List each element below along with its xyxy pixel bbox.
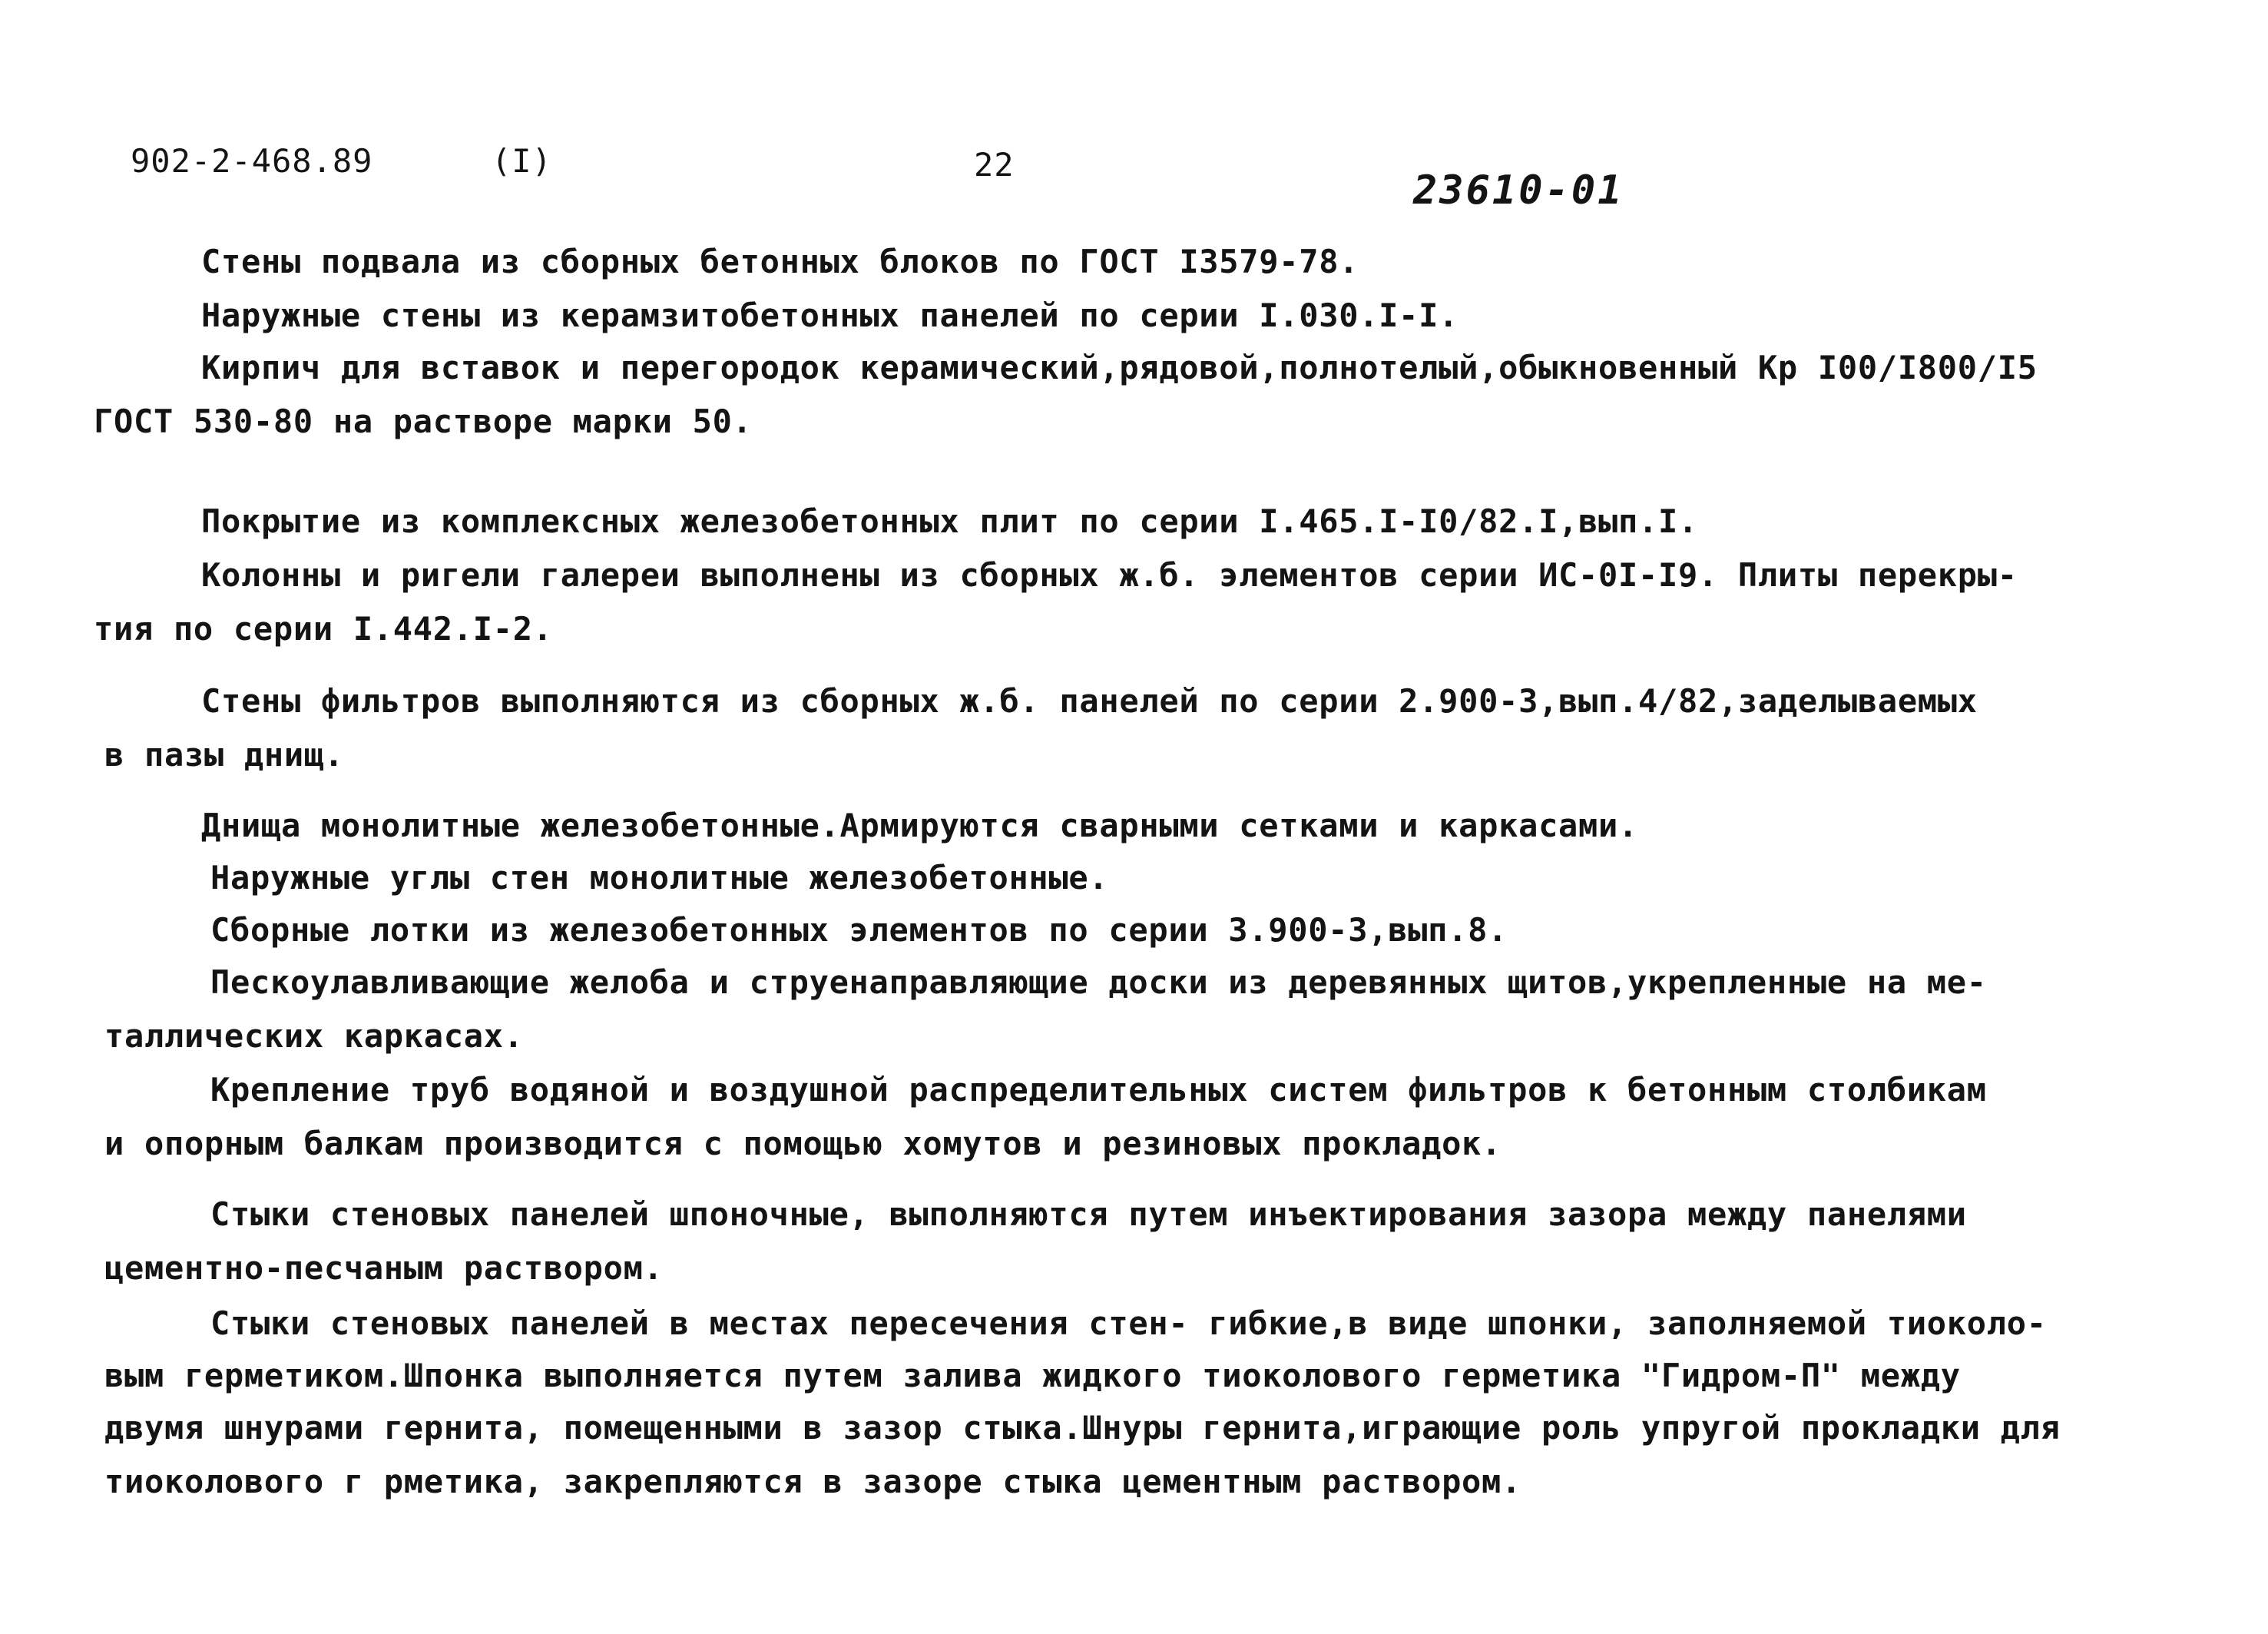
- text-line: Колонны и ригели галереи выполнены из сборных ж.б. элементов серии ИС-0I-I9. Плиты перекры-: [201, 556, 2018, 594]
- document-code: 902-2-468.89: [131, 142, 373, 180]
- text-line: Крепление труб водяной и воздушной распределительных систем фильтров к бетонным столбикам: [210, 1071, 1987, 1109]
- text-line: Кирпич для вставок и перегородок керамический,рядовой,полнотелый,обыкновенный Кр I00/I800/I5: [201, 349, 2038, 386]
- text-line: Пескоулавливающие желоба и струенаправляющие доски из деревянных щитов,укрепленные на ме-: [210, 963, 1987, 1001]
- inventory-stamp: 23610-01: [1413, 167, 1624, 214]
- text-line: тия по серии I.442.I-2.: [94, 610, 553, 648]
- text-line: Стены фильтров выполняются из сборных ж.б. панелей по серии 2.900-3,вып.4/82,заделываемых: [201, 682, 1978, 720]
- text-line: и опорным балкам производится с помощью хомутов и резиновых прокладок.: [104, 1125, 1502, 1162]
- text-line: Стыки стеновых панелей в местах пересечения стен- гибкие,в виде шпонки, заполняемой тиоколо-: [210, 1304, 2047, 1342]
- text-line: в пазы днищ.: [104, 736, 344, 774]
- page-number: 22: [974, 146, 1015, 184]
- document-part: (I): [492, 142, 552, 180]
- text-line: вым герметиком.Шпонка выполняется путем залива жидкого тиоколового герметика "Гидром-П" между: [104, 1357, 1961, 1394]
- text-line: тиоколового г рметика, закрепляются в зазоре стыка цементным раствором.: [104, 1463, 1522, 1500]
- text-line: Сборные лотки из железобетонных элементов по серии 3.900-3,вып.8.: [210, 911, 1508, 949]
- text-line: Стены подвала из сборных бетонных блоков по ГОСТ I3579-78.: [201, 243, 1359, 280]
- text-line: Днища монолитные железобетонные.Армируются сварными сетками и каркасами.: [201, 807, 1639, 844]
- text-line: Покрытие из комплексных железобетонных плит по серии I.465.I-I0/82.I,вып.I.: [201, 502, 1698, 540]
- text-line: Наружные углы стен монолитные железобетонные.: [210, 859, 1109, 897]
- text-line: Стыки стеновых панелей шпоночные, выполняются путем инъектирования зазора между панелями: [210, 1195, 1967, 1233]
- text-line: цементно-песчаным раствором.: [104, 1249, 664, 1287]
- text-line: ГОСТ 530-80 на растворе марки 50.: [94, 403, 753, 440]
- text-line: двумя шнурами гернита, помещенными в зазор стыка.Шнуры гернита,играющие роль упругой прокладки для: [104, 1409, 2061, 1447]
- text-line: таллических каркасах.: [104, 1017, 524, 1055]
- text-line: Наружные стены из керамзитобетонных панелей по серии I.030.I-I.: [201, 297, 1459, 334]
